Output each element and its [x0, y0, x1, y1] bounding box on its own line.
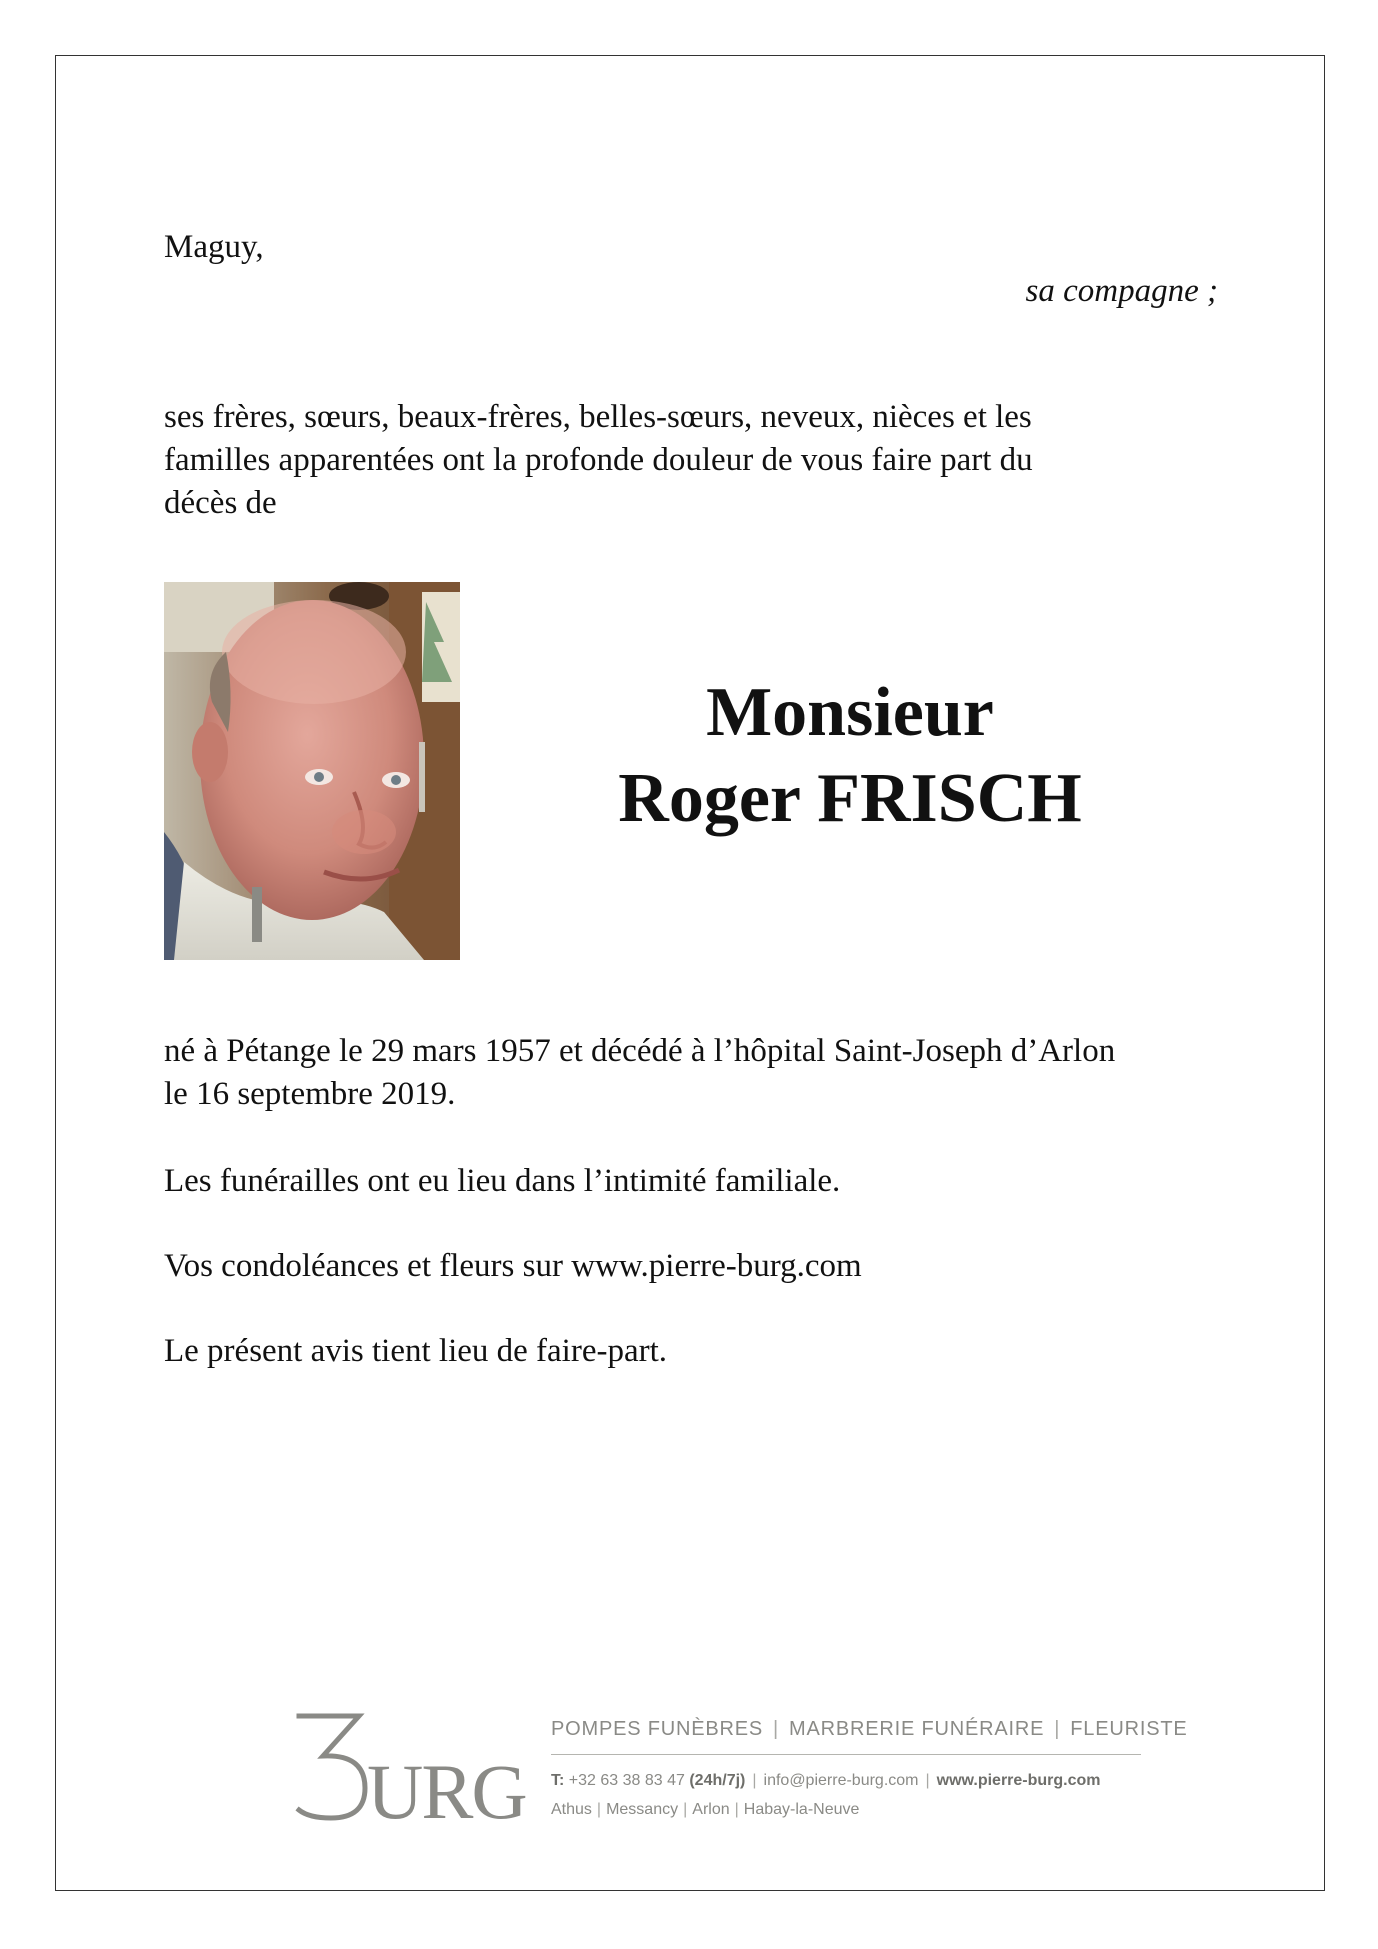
announcement-line: familles apparentées ont la profonde douleur de vous faire part du — [164, 442, 1033, 478]
service-marble: MARBRERIE FUNÉRAIRE — [789, 1718, 1045, 1740]
separator: | — [773, 1718, 780, 1740]
location-habay: Habay-la-Neuve — [743, 1801, 860, 1818]
phone-prefix: T: — [551, 1772, 565, 1789]
location-messancy: Messancy — [606, 1801, 679, 1818]
locations-line — [551, 1801, 859, 1819]
footer-divider — [551, 1754, 1141, 1755]
separator: | — [752, 1772, 757, 1789]
deceased-name: Roger FRISCH — [618, 760, 1082, 837]
svg-text:URG: URG — [367, 1748, 526, 1835]
birth-death-line: né à Pétange le 29 mars 1957 et décédé à l’hôpital Saint-Joseph d’Arlon — [164, 1033, 1116, 1069]
birth-death-paragraph — [164, 1030, 1244, 1116]
birth-death-line: le 16 septembre 2019. — [164, 1076, 456, 1112]
website-link[interactable]: www.pierre-burg.com — [936, 1772, 1101, 1789]
notice-text: Le présent avis tient lieu de faire-part. — [164, 1333, 668, 1369]
contact-line — [551, 1772, 1101, 1790]
services-line — [551, 1718, 1188, 1741]
separator: | — [596, 1801, 602, 1818]
announcement-line: ses frères, sœurs, beaux-frères, belles-sœurs, neveux, nièces et les — [164, 399, 1032, 435]
addressee: Maguy, — [164, 229, 264, 265]
page-frame — [55, 55, 1325, 1891]
separator: | — [734, 1801, 739, 1818]
portrait-photo — [164, 582, 460, 960]
separator: | — [1054, 1718, 1061, 1740]
email-link[interactable]: info@pierre-burg.com — [763, 1772, 919, 1789]
location-athus: Athus — [551, 1801, 592, 1818]
burg-logo — [295, 1710, 526, 1835]
separator: | — [683, 1801, 688, 1818]
location-arlon: Arlon — [692, 1801, 730, 1818]
announcement-paragraph — [164, 396, 1224, 525]
deceased-name-block — [540, 670, 1160, 842]
phone-availability: (24h/7j) — [689, 1772, 746, 1789]
deceased-title: Monsieur — [706, 674, 994, 751]
service-florist: FLEURISTE — [1070, 1718, 1188, 1740]
condolences-info: Vos condoléances et fleurs sur www.pierre-burg.com — [164, 1248, 862, 1284]
announcement-line: décès de — [164, 485, 277, 521]
separator: | — [925, 1772, 930, 1789]
service-funeral: POMPES FUNÈBRES — [551, 1718, 764, 1740]
relation-label: sa compagne ; — [1025, 273, 1218, 309]
phone-number[interactable]: +32 63 38 83 47 — [568, 1772, 685, 1789]
funeral-info: Les funérailles ont eu lieu dans l’intimité familiale. — [164, 1163, 841, 1199]
